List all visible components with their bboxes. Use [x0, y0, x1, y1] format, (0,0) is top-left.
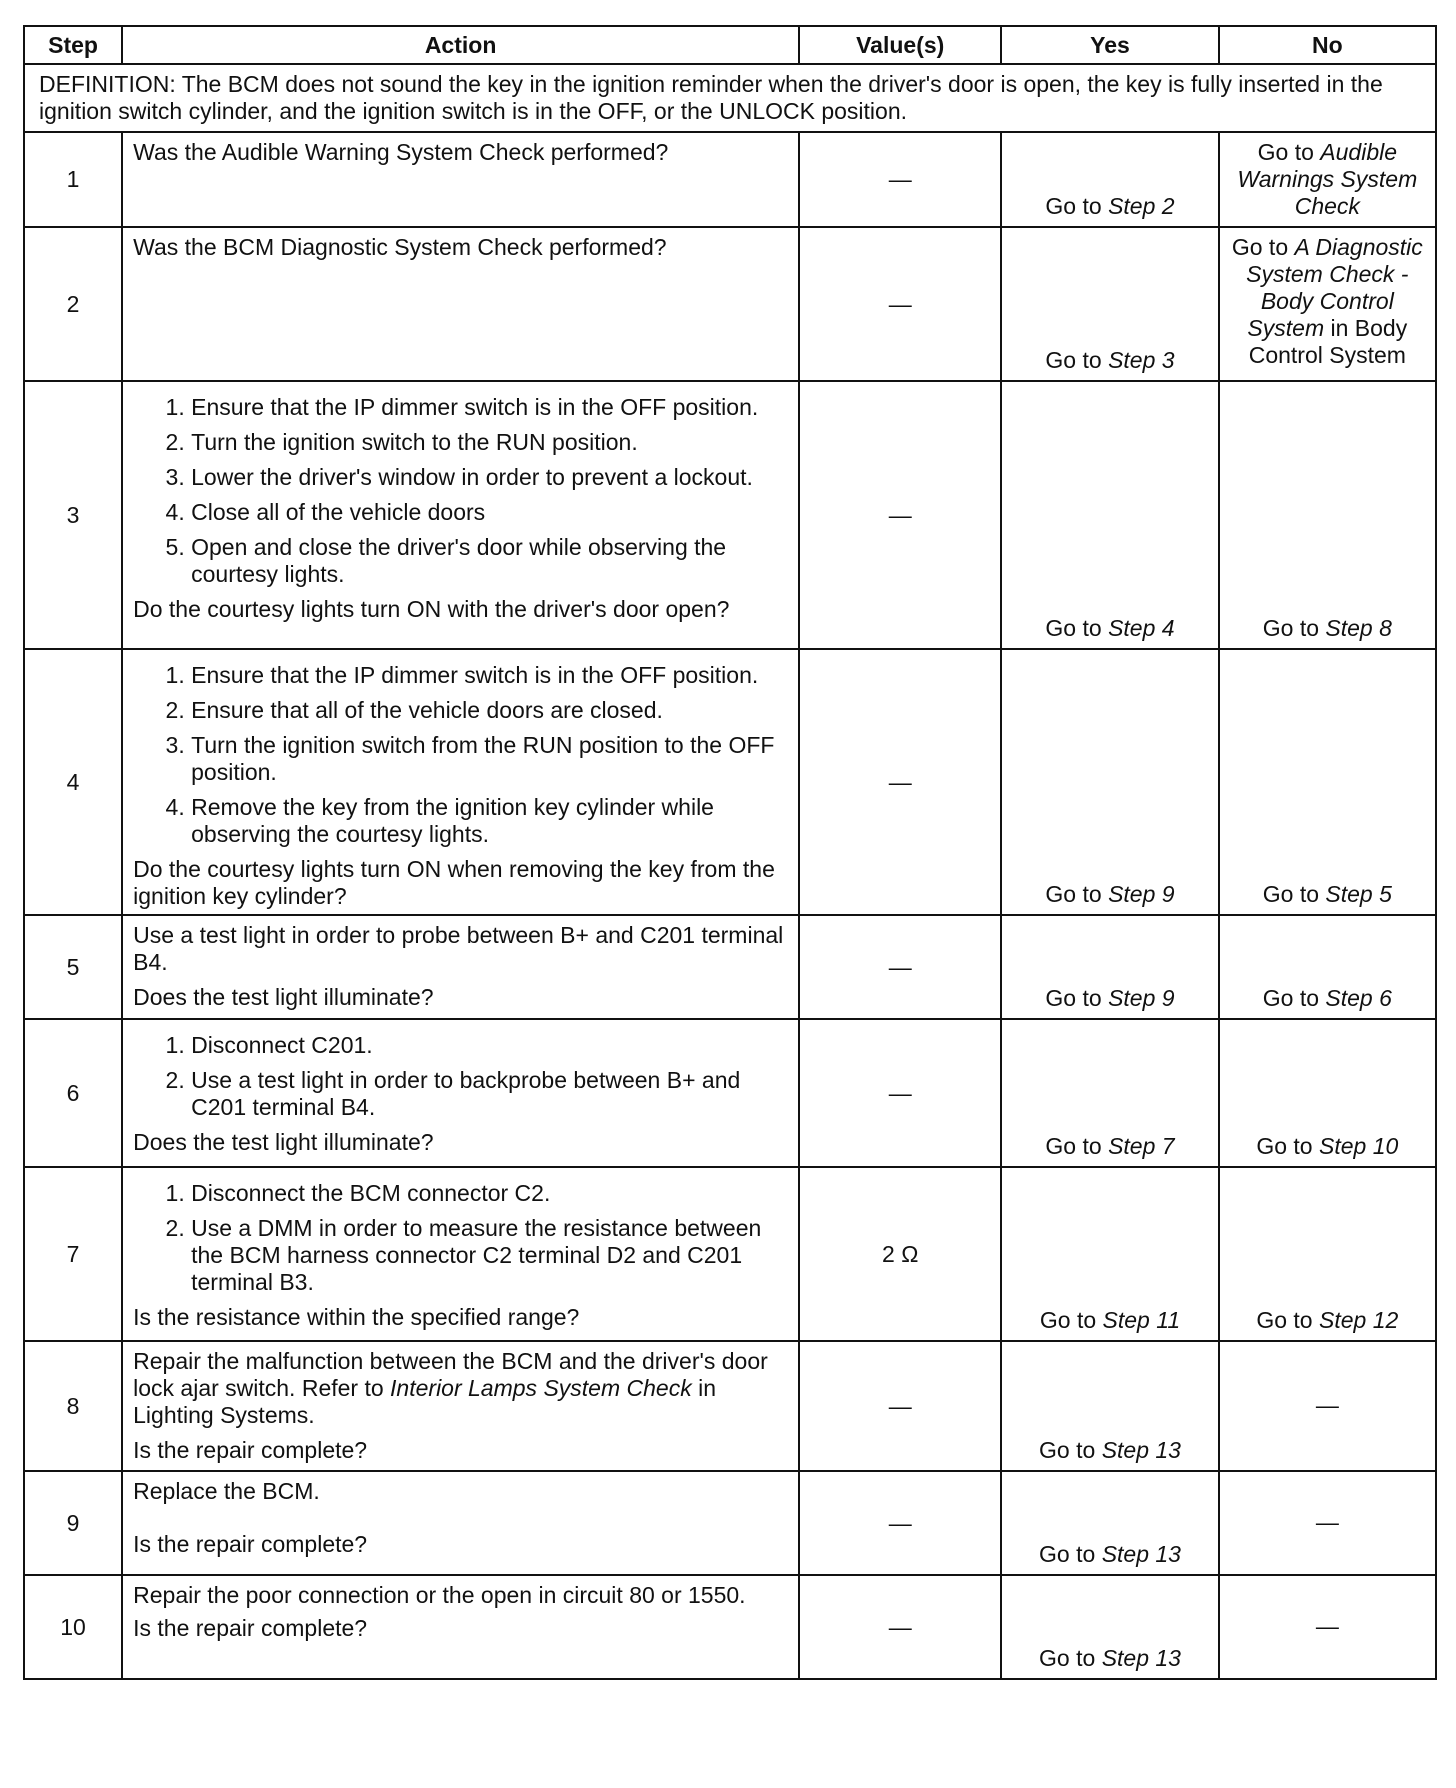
goto-target: Step 10 [1319, 1133, 1399, 1159]
yes-cell [1001, 915, 1218, 1019]
list-item: 2. Turn the ignition switch to the RUN position. [191, 429, 786, 456]
list-item: 1. Ensure that the IP dimmer switch is in the OFF position. [191, 394, 786, 421]
table-row [24, 227, 1436, 381]
goto-label: Go to [1045, 615, 1102, 641]
action-cell [122, 381, 799, 649]
header-step: Step [24, 26, 122, 64]
list-item: 3. Turn the ignition switch from the RUN position to the OFF position. [191, 732, 786, 786]
list-item: 1. Disconnect the BCM connector C2. [191, 1180, 786, 1207]
value-cell: — [799, 227, 1001, 381]
list-item: 3. Lower the driver's window in order to prevent a lockout. [191, 464, 786, 491]
no-cell [1219, 649, 1436, 915]
goto-label: Go to [1039, 1645, 1096, 1671]
value-cell: — [799, 381, 1001, 649]
list-item: 5. Open and close the driver's door while observing the courtesy lights. [191, 534, 786, 588]
table-row [24, 1019, 1436, 1167]
goto-target: Step 11 [1102, 1307, 1181, 1333]
goto-target: Step 2 [1108, 193, 1175, 219]
goto-target: Step 3 [1108, 347, 1175, 373]
goto-label: Go to [1256, 1133, 1313, 1159]
goto-label: Go to [1039, 1541, 1096, 1567]
diagnostic-table-document [23, 25, 1437, 1680]
header-values: Value(s) [799, 26, 1001, 64]
no-cell [1219, 227, 1436, 381]
action-cell [122, 649, 799, 915]
step-number: 1 [24, 132, 122, 227]
list-item: 1. Disconnect C201. [191, 1032, 786, 1059]
no-cell: — [1219, 1575, 1436, 1679]
goto-label: Go to [1039, 1437, 1096, 1463]
table-row [24, 132, 1436, 227]
goto-label: Go to [1257, 139, 1314, 165]
table-row [24, 1341, 1436, 1471]
value-cell: — [799, 1341, 1001, 1471]
goto-label: Go to [1045, 193, 1102, 219]
goto-target: Step 12 [1319, 1307, 1399, 1333]
value-cell: — [799, 1471, 1001, 1575]
goto-target: A Diagnostic System Check - Body Control System [1246, 234, 1423, 341]
yes-cell [1001, 227, 1218, 381]
goto-target: Step 7 [1108, 1133, 1175, 1159]
table-row [24, 381, 1436, 649]
action-question: Is the repair complete? [133, 1615, 368, 1641]
table-row [24, 649, 1436, 915]
table-row [24, 1167, 1436, 1341]
action-text-post: in Lighting Systems. [133, 1375, 717, 1428]
goto-label: Go to [1256, 1307, 1313, 1333]
goto-target: Audible Warnings System Check [1237, 139, 1418, 219]
action-text: Replace the BCM. [133, 1478, 320, 1504]
yes-cell [1001, 381, 1218, 649]
no-cell: — [1219, 1471, 1436, 1575]
goto-label: Go to [1045, 881, 1102, 907]
action-reference: Interior Lamps System Check [390, 1375, 692, 1401]
action-steps-list [133, 1032, 786, 1121]
header-no: No [1219, 26, 1436, 64]
no-cell [1219, 1019, 1436, 1167]
goto-target: Step 13 [1101, 1541, 1181, 1567]
step-number: 10 [24, 1575, 122, 1679]
action-question: Is the repair complete? [133, 1437, 368, 1463]
value-cell: — [799, 649, 1001, 915]
step-number: 8 [24, 1341, 122, 1471]
value-cell: — [799, 1019, 1001, 1167]
goto-label: Go to [1262, 881, 1320, 907]
action-steps-list [133, 662, 786, 848]
step-number: 6 [24, 1019, 122, 1167]
action-question: Is the repair complete? [133, 1531, 368, 1557]
step-number: 9 [24, 1471, 122, 1575]
goto-label: Go to [1045, 347, 1102, 373]
step-number: 5 [24, 915, 122, 1019]
no-cell [1219, 1167, 1436, 1341]
action-cell [122, 1575, 799, 1679]
action-question: Does the test light illuminate? [133, 984, 434, 1010]
action-text: Repair the poor connection or the open in circuit 80 or 1550. [133, 1582, 746, 1608]
goto-target: Step 13 [1101, 1437, 1181, 1463]
yes-cell [1001, 1471, 1218, 1575]
header-yes: Yes [1001, 26, 1218, 64]
goto-label: Go to [1045, 1133, 1102, 1159]
goto-target: Step 8 [1325, 615, 1392, 641]
definition-row [24, 64, 1436, 132]
no-cell [1219, 915, 1436, 1019]
table-row [24, 1471, 1436, 1575]
list-item: 2. Use a DMM in order to measure the resistance between the BCM harness connector C2 terminal D2 and C201 terminal B3. [191, 1215, 786, 1296]
action-question: Does the test light illuminate? [133, 1129, 434, 1155]
yes-cell [1001, 1575, 1218, 1679]
goto-target: Step 4 [1108, 615, 1175, 641]
goto-target: Step 9 [1108, 985, 1175, 1011]
table-row [24, 1575, 1436, 1679]
action-question: Do the courtesy lights turn ON with the driver's door open? [133, 596, 730, 622]
goto-target: Step 13 [1101, 1645, 1181, 1671]
yes-cell [1001, 1167, 1218, 1341]
action-cell [122, 1167, 799, 1341]
action-cell [122, 1471, 799, 1575]
table-row [24, 915, 1436, 1019]
goto-label: Go to [1262, 615, 1320, 641]
goto-label: Go to [1039, 1307, 1097, 1333]
action-text: Use a test light in order to probe between B+ and C201 terminal B4. [133, 922, 784, 975]
list-item: 2. Ensure that all of the vehicle doors are closed. [191, 697, 786, 724]
definition-text: DEFINITION: The BCM does not sound the key in the ignition reminder when the driver's door is open, the key is fully inserted in the ignition switch cylinder, and the ignition switch is in the OFF, or the UNLOCK position. [24, 64, 1436, 132]
goto-target: Step 6 [1325, 985, 1392, 1011]
goto-target: Step 5 [1325, 881, 1392, 907]
value-cell: — [799, 1575, 1001, 1679]
list-item: 4. Close all of the vehicle doors [191, 499, 786, 526]
goto-label: Go to [1231, 234, 1289, 260]
action-cell [122, 1019, 799, 1167]
action-cell [122, 227, 799, 381]
action-steps-list [133, 394, 786, 588]
action-question: Do the courtesy lights turn ON when removing the key from the ignition key cylinder? [133, 856, 775, 909]
action-question: Was the BCM Diagnostic System Check performed? [133, 234, 667, 260]
list-item: 4. Remove the key from the ignition key cylinder while observing the courtesy lights. [191, 794, 786, 848]
no-cell [1219, 132, 1436, 227]
step-number: 2 [24, 227, 122, 381]
value-cell: — [799, 915, 1001, 1019]
goto-suffix: in Body Control System [1248, 315, 1408, 368]
action-cell [122, 1341, 799, 1471]
goto-label: Go to [1045, 985, 1102, 1011]
goto-target: Step 9 [1108, 881, 1175, 907]
yes-cell [1001, 132, 1218, 227]
diagnostic-table [23, 25, 1437, 1680]
yes-cell [1001, 1341, 1218, 1471]
list-item: 2. Use a test light in order to backprobe between B+ and C201 terminal B4. [191, 1067, 786, 1121]
no-cell: — [1219, 1341, 1436, 1471]
action-cell [122, 915, 799, 1019]
action-text-pre: Repair the malfunction between the BCM and the driver's door lock ajar switch. Refer to [133, 1348, 768, 1401]
value-cell: 2 Ω [799, 1167, 1001, 1341]
no-cell [1219, 381, 1436, 649]
action-question: Was the Audible Warning System Check performed? [133, 139, 669, 165]
goto-label: Go to [1262, 985, 1320, 1011]
header-row [24, 26, 1436, 64]
yes-cell [1001, 649, 1218, 915]
header-action: Action [122, 26, 799, 64]
step-number: 7 [24, 1167, 122, 1341]
action-question: Is the resistance within the specified range? [133, 1304, 580, 1330]
value-cell: — [799, 132, 1001, 227]
step-number: 3 [24, 381, 122, 649]
action-steps-list [133, 1180, 786, 1296]
list-item: 1. Ensure that the IP dimmer switch is in the OFF position. [191, 662, 786, 689]
step-number: 4 [24, 649, 122, 915]
action-text [133, 1348, 786, 1429]
yes-cell [1001, 1019, 1218, 1167]
action-cell [122, 132, 799, 227]
